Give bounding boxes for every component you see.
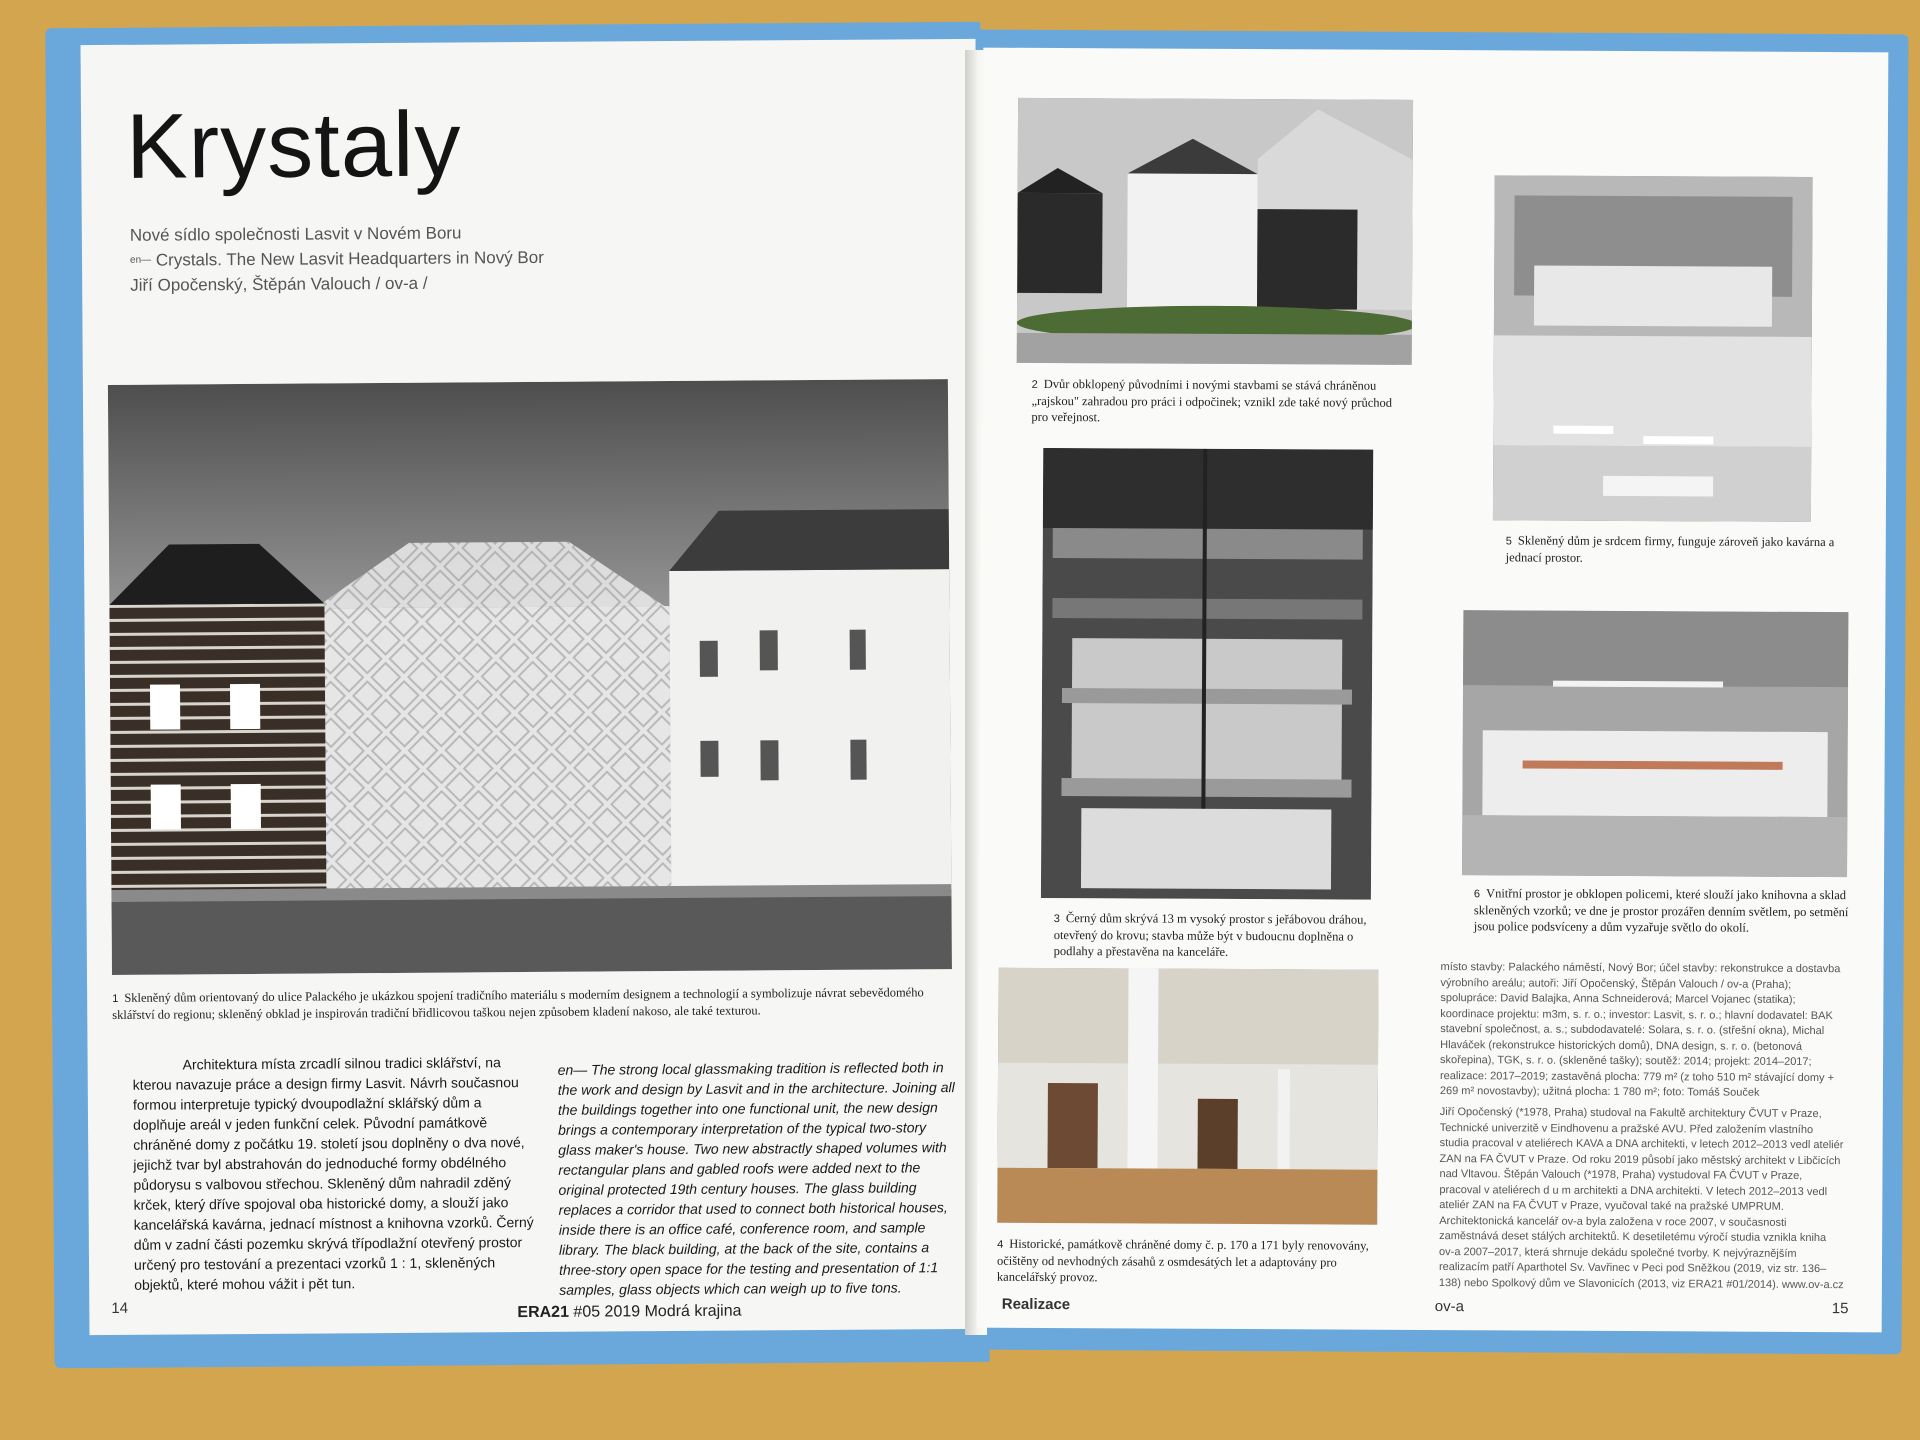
photo-cafe-image [1493,175,1813,522]
architects-bio: Jiří Opočenský (*1978, Praha) studoval na Fakultě architektury ČVUT v Praze, Technické univerzitě v Eindhovenu a pražské AVU. Před založením vlastního studia pracoval v ateliérech KAVA a DNA architekti, v letech 2012–2013 vedl ateliér ZAN na FA ČVUT v Praze. Od roku 2019 působí jako městský architekt v Libčicích nad Vltavou. Štěpán Valouch (*1978, Praha) vystudoval FA ČVUT v Praze, pracoval v ateliérech d u m architekti a DNA architekti. V letech 2012–2013 vedl ateliér ZAN na FA ČVUT v Praze, vyučoval také na pražské UMPRUM. Architektonická kancelář ov-a byla založena v roce 2007, v současnosti zaměstnává deset stálých architektů. K desetiletému výročí studia vznikla kniha ov-a 2007–2017, která shrnuje dekádu společné tvorby. K nejvýraznějším realizacím patří Aparthotel Sv. Vavřinec v Peci pod Sněžkou (2019, viz str. 136–138) nebo Spolkový dům ve Slavonicích (2013, viz ERA21 #01/2014). www.ov-a.cz [1438,1106,1844,1291]
subtitle-en-line [130,245,544,273]
caption-3 [1054,910,1394,961]
photo-courtyard [1017,98,1413,365]
magazine-spread [30,20,1900,1365]
caption-2-number: 2 [1031,378,1038,391]
photo-glass-house-image [108,379,952,975]
body-text-cz: Architektura místa zrcadlí silnou tradici sklářství, na kterou navazuje práce a design firmy Lasvit. Návrh současnou formou interpretuje typický dvoupodlažní sklářský dům a doplňuje areál v jeden funkční celek. Původní památkově chráněné domy z počátku 19. století jsou doplněny o dva nové, jejichž tvar byl abstrahován do jednoduché formy obdélného půdorysu s valbovou střechou. Skleněný dům nahradil zděný krček, který dříve spojoval oba historické domy, a slouží jako kancelářská kavárna, jednací místnost a knihovna vzorků. Černý dům v zadní části pozemku skrývá třípodlažní otevřený prostor určený pro testování a prezentaci vzorků 1 : 1, skleněných objektů, které mohou vážit i pět tun. [132,1054,534,1293]
subtitle-en: Crystals. The New Lasvit Headquarters in Nový Bor [151,247,544,270]
caption-1-number: 1 [112,992,119,1005]
magazine-footer [517,1303,741,1323]
left-page-number: 14 [111,1299,129,1317]
body-text-en: en— The strong local glassmaking tradition is reflected both in the work and design by Lasvit and in the architecture. Joining all the buildings together into one functional unit, the new design brings a contemporary interpretation of the typical two-story glass maker's house. Two new abstractly shaped volumes with rectangular plans and gabled roofs were added next to the original protected 19th century houses. The glass building replaces a corridor that used to connect both historical houses, inside there is an office café, conference room, and sample library. The black building, at the back of the site, contains a three-story open space for the testing and presentation of 1:1 samples, glass objects which can weigh up to five tons. [557,1059,955,1298]
photo-historic-interior [997,968,1378,1225]
photo-glass-house [108,379,952,975]
caption-2-text: Dvůr obklopený původními i novými stavbami se stává chráněnou „rajskou" zahradou pro práci i odpočinek; vznikl zde také nový průchod pro veřejnost. [1031,376,1393,425]
photo-historic-image [997,968,1378,1225]
photo-black-house-interior [1041,448,1373,900]
caption-6-number: 6 [1473,888,1481,901]
caption-3-text: Černý dům skrývá 13 m vysoký prostor s jeřábovou dráhou, otevřený do krovu; stavba může být v budoucnu doplněna o podlahy a přestavěna na kanceláře. [1053,911,1367,959]
article-authors: Jiří Opočenský, Štěpán Valouch / ov-a / [130,273,428,295]
caption-4 [997,1236,1377,1287]
caption-6-text: Vnitřní prostor je obklopen policemi, které slouží jako knihovna a sklad skleněných vzorků; ve dne je prostor prozářen denním světlem, po setmění jsou police podsvíceny a dům vyzařuje světlo do okolí. [1473,886,1849,935]
caption-4-number: 4 [997,1238,1004,1251]
photo-black-house-image [1041,448,1373,900]
magazine-issue: #05 2019 Modrá krajina [568,1302,742,1321]
article-title: Krystaly [125,93,462,198]
caption-2 [1031,376,1411,427]
section-label: Realizace [1001,1295,1071,1314]
project-credits: místo stavby: Palackého náměstí, Nový Bor; účel stavby: rekonstrukce a dostavba výrobního areálu; autoři: Jiří Opočenský, Štěpán Valouch / ov-a (Praha); spolupráce: David Balajka, Anna Schneiderová; Marcel Vojanec (statika); koordinace projektu: m3m, s. r. o.; investor: Lasvit, s. r. o.; hlavní dodavatel: BAK stavební společnost, a. s.; subdodavatelé: Solara, s. r. o. (střešní okna), Michal Hlaváček (rekonstrukce historických domů), DNA design, s. r. o. (betonová skořepina), TGK, s. r. o. (skleněné tašky); soutěž: 2014; projekt: 2014–2017; realizace: 2017–2019; zastavěná plocha: 779 m² (z toho 510 m² stávající domy + 269 m² novostavby); užitná plocha: 1 780 m²; foto: Tomáš Souček [1439,961,1841,1099]
en-marker: en— [129,254,152,266]
caption-3-number: 3 [1053,913,1060,926]
firm-label: ov-a [1434,1298,1465,1316]
right-page-number: 15 [1831,1300,1849,1318]
left-page [81,39,985,1335]
caption-1 [112,984,932,1023]
photo-library-image [1462,610,1848,877]
magazine-name: ERA21 [517,1303,570,1322]
caption-5-text: Skleněný dům je srdcem firmy, funguje zároveň jako kavárna a jednací prostor. [1505,533,1835,565]
article-subtitles [130,220,544,298]
caption-5-number: 5 [1505,535,1512,548]
caption-4-text: Historické, památkově chráněné domy č. p. 170 a 171 byly renovovány, očištěny od nevhodných zásahů z osmdesátých let a adaptovány pro kancelářský provoz. [996,1236,1369,1285]
subtitle-cz: Nové sídlo společnosti Lasvit v Novém Boru [129,223,462,245]
photo-cafe [1493,175,1813,522]
caption-1-text: Skleněný dům orientovaný do ulice Palackého je ukázkou spojení tradičního materiálu s moderním designem a technologií a symbolizuje návrat sebevědomého sklářství do regionu; skleněný obklad je inspirován tradiční břidlicovou taškou nejen způsobem kladení nakoso, ale také texturou. [112,985,924,1022]
caption-5 [1506,532,1836,567]
photo-courtyard-image [1017,98,1413,365]
caption-6 [1474,885,1859,936]
right-page [977,48,1889,1333]
photo-sample-library [1462,610,1848,877]
